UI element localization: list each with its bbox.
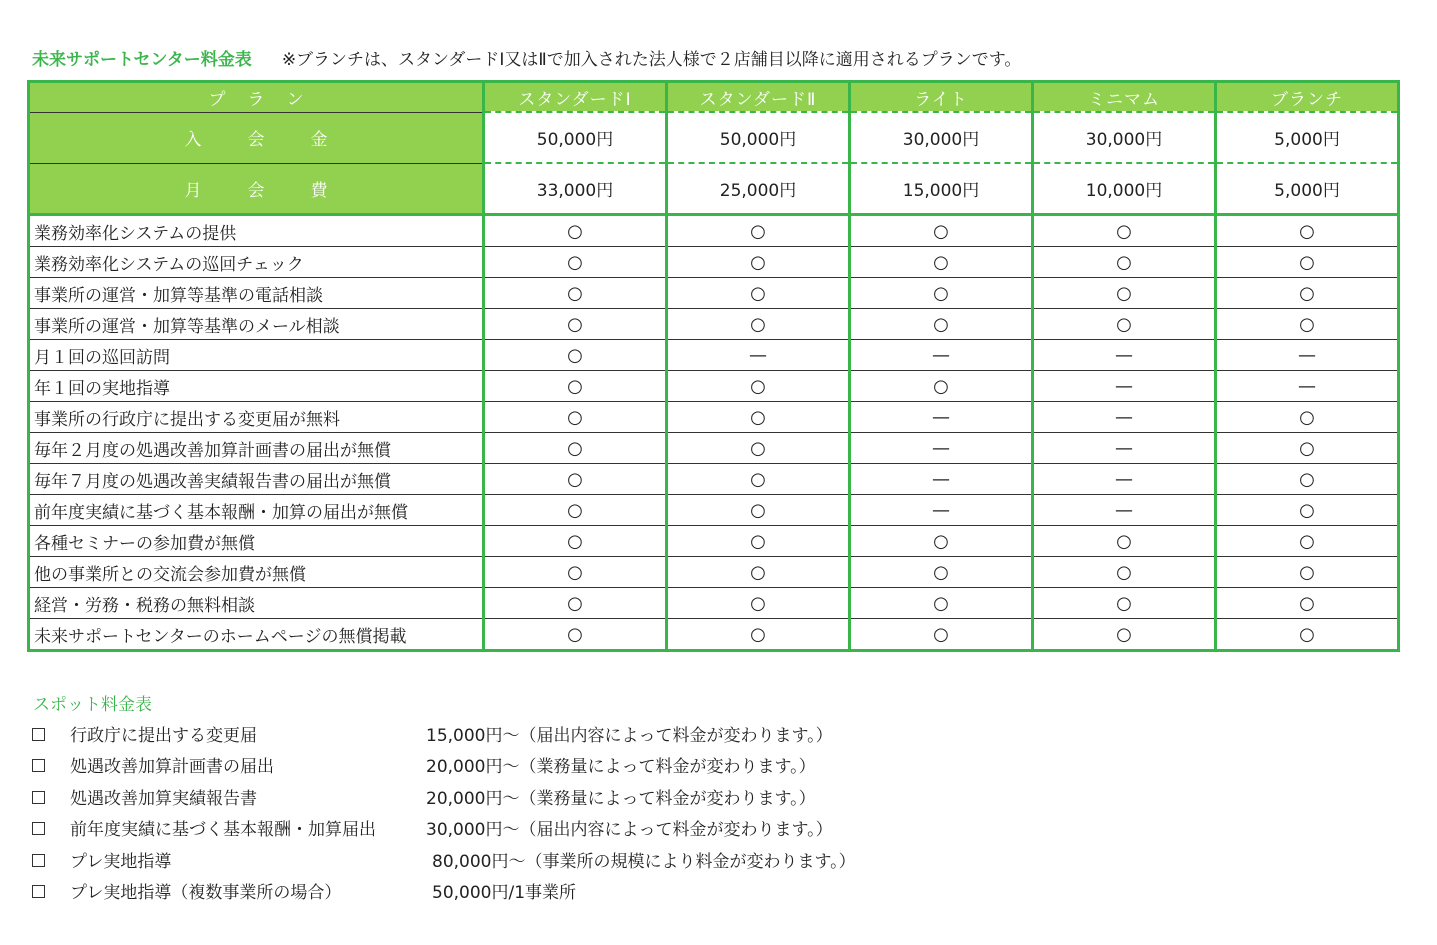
availability-mark: ○ — [484, 278, 667, 309]
feature-name: 月１回の巡回訪問 — [29, 340, 484, 371]
availability-mark: — — [1033, 402, 1216, 433]
availability-mark: — — [1033, 371, 1216, 402]
feature-name: 事業所の運営・加算等基準の電話相談 — [29, 278, 484, 309]
availability-mark: ○ — [484, 495, 667, 526]
admission-fee-value: 50,000円 — [667, 112, 850, 163]
spot-service-name: 処遇改善加算計画書の届出 — [70, 757, 274, 778]
availability-mark: ○ — [1033, 526, 1216, 557]
availability-mark: ○ — [1299, 623, 1315, 645]
availability-mark: ○ — [667, 278, 850, 309]
availability-mark: ○ — [1033, 247, 1216, 278]
availability-mark: ○ — [484, 371, 667, 402]
list-item — [32, 788, 932, 819]
availability-mark: ○ — [484, 464, 667, 495]
availability-mark: ○ — [484, 402, 667, 433]
table-row — [29, 215, 1399, 247]
availability-mark: ○ — [667, 464, 850, 495]
availability-mark: ○ — [484, 309, 667, 340]
branch-note: ※ブランチは、スタンダードⅠ又はⅡで加入された法人様で２店舗目以降に適用されるプランです。 — [281, 50, 1022, 70]
availability-mark: ○ — [1216, 495, 1399, 526]
spot-service-name: 前年度実績に基づく基本報酬・加算届出 — [70, 820, 376, 841]
admission-fee-label: 入会金 — [29, 112, 484, 163]
availability-mark: ○ — [484, 215, 667, 247]
availability-mark: ○ — [484, 526, 667, 557]
availability-mark: ○ — [1033, 215, 1216, 247]
availability-mark: ○ — [484, 340, 667, 371]
availability-mark: ○ — [667, 588, 850, 619]
plan-label: プラン — [29, 82, 484, 113]
availability-mark: ○ — [667, 215, 850, 247]
checkbox-square-icon — [32, 854, 45, 867]
availability-mark: — — [850, 495, 1033, 526]
availability-mark: — — [850, 464, 1033, 495]
list-item — [32, 819, 932, 850]
availability-mark: ○ — [1216, 464, 1399, 495]
availability-mark: ○ — [1033, 619, 1216, 651]
spot-service-price: 30,000円～（届出内容によって料金が変わります。） — [426, 820, 833, 841]
plan-name-light: ライト — [850, 82, 1033, 113]
checkbox-square-icon — [32, 728, 45, 741]
availability-mark: ○ — [667, 433, 850, 464]
admission-fee-value: 50,000円 — [484, 112, 667, 163]
availability-mark: — — [667, 340, 850, 371]
availability-mark: ○ — [850, 309, 1033, 340]
spot-service-price: 20,000円～（業務量によって料金が変わります。） — [426, 757, 816, 778]
monthly-fee-label: 月会費 — [29, 163, 484, 215]
list-item — [32, 851, 932, 882]
table-row — [29, 278, 1399, 309]
monthly-fee-value: 10,000円 — [1033, 163, 1216, 215]
availability-mark: ○ — [1216, 278, 1399, 309]
monthly-fee-row — [29, 163, 1399, 215]
admission-fee-value: 30,000円 — [1033, 112, 1216, 163]
monthly-fee-value: 15,000円 — [850, 163, 1033, 215]
availability-mark: — — [850, 402, 1033, 433]
feature-name: 未来サポートセンターのホームページの無償掲載 — [29, 619, 484, 651]
availability-mark: ○ — [850, 588, 1033, 619]
checkbox-square-icon — [32, 791, 45, 804]
availability-mark: ○ — [667, 247, 850, 278]
plan-name-standard2: スタンダードⅡ — [667, 82, 850, 113]
checkbox-square-icon — [32, 759, 45, 772]
admission-fee-row — [29, 112, 1399, 163]
list-item — [32, 882, 932, 913]
availability-mark: ○ — [850, 215, 1033, 247]
monthly-fee-value: 25,000円 — [667, 163, 850, 215]
availability-mark: ○ — [667, 309, 850, 340]
feature-name: 事業所の運営・加算等基準のメール相談 — [29, 309, 484, 340]
availability-mark: ○ — [667, 495, 850, 526]
spot-fee-title: スポット料金表 — [33, 695, 152, 715]
checkbox-square-icon — [32, 885, 45, 898]
feature-name: 他の事業所との交流会参加費が無償 — [29, 557, 484, 588]
table-row — [29, 495, 1399, 526]
availability-mark: ○ — [850, 557, 1033, 588]
feature-name: 各種セミナーの参加費が無償 — [29, 526, 484, 557]
availability-mark: ○ — [1033, 309, 1216, 340]
availability-mark: ○ — [1216, 433, 1399, 464]
availability-mark: — — [1216, 340, 1399, 371]
availability-mark: ○ — [667, 526, 850, 557]
feature-name: 経営・労務・税務の無料相談 — [29, 588, 484, 619]
plan-name-minimum: ミニマム — [1033, 82, 1216, 113]
monthly-fee-value: 5,000円 — [1216, 163, 1399, 215]
spot-fee-list — [32, 725, 932, 913]
availability-mark: — — [1033, 340, 1216, 371]
table-row — [29, 433, 1399, 464]
availability-mark: ○ — [1033, 278, 1216, 309]
plan-name-branch: ブランチ — [1216, 82, 1399, 113]
availability-mark: ○ — [1216, 557, 1399, 588]
availability-mark: ○ — [484, 588, 667, 619]
spot-service-name: プレ実地指導 — [70, 851, 172, 872]
page-title-line — [32, 49, 1021, 71]
availability-mark: ○ — [667, 619, 850, 651]
availability-mark: ○ — [1033, 588, 1216, 619]
spot-service-price: 80,000円～（事業所の規模により料金が変わります。） — [432, 851, 856, 872]
table-row — [29, 247, 1399, 278]
availability-mark: ○ — [484, 433, 667, 464]
availability-mark: — — [1033, 433, 1216, 464]
feature-name: 年１回の実地指導 — [29, 371, 484, 402]
admission-fee-value: 30,000円 — [850, 112, 1033, 163]
availability-mark: ○ — [484, 619, 667, 651]
feature-name: 業務効率化システムの巡回チェック — [29, 247, 484, 278]
availability-mark: ○ — [667, 557, 850, 588]
spot-service-name: プレ実地指導（複数事業所の場合） — [70, 882, 342, 903]
availability-mark: ○ — [850, 278, 1033, 309]
plan-fee-table — [27, 80, 1400, 652]
monthly-fee-value: 33,000円 — [484, 163, 667, 215]
spot-service-price: 15,000円～（届出内容によって料金が変わります。） — [426, 726, 833, 746]
checkbox-square-icon — [32, 822, 45, 835]
table-row — [29, 557, 1399, 588]
availability-mark: ○ — [1216, 526, 1399, 557]
availability-mark: ○ — [1033, 557, 1216, 588]
spot-service-name: 行政庁に提出する変更届 — [70, 726, 257, 746]
feature-name: 業務効率化システムの提供 — [29, 215, 484, 247]
feature-name: 事業所の行政庁に提出する変更届が無料 — [29, 402, 484, 433]
page-title: 未来サポートセンター料金表 — [32, 50, 252, 70]
spot-service-price: 50,000円/1事業所 — [432, 882, 577, 903]
availability-mark: ○ — [1216, 588, 1399, 619]
table-row — [29, 526, 1399, 557]
table-row — [29, 371, 1399, 402]
feature-name: 毎年２月度の処遇改善加算計画書の届出が無償 — [29, 433, 484, 464]
availability-mark: ○ — [667, 371, 850, 402]
table-row — [29, 340, 1399, 371]
table-row — [29, 588, 1399, 619]
admission-fee-value: 5,000円 — [1216, 112, 1399, 163]
availability-mark: ○ — [850, 371, 1033, 402]
table-row — [29, 619, 1399, 651]
availability-mark: ○ — [484, 557, 667, 588]
feature-name: 前年度実績に基づく基本報酬・加算の届出が無償 — [29, 495, 484, 526]
availability-mark: — — [1033, 464, 1216, 495]
plan-name-standard1: スタンダードⅠ — [484, 82, 667, 113]
feature-name: 毎年７月度の処遇改善実績報告書の届出が無償 — [29, 464, 484, 495]
availability-mark: ○ — [667, 402, 850, 433]
availability-mark: ○ — [850, 247, 1033, 278]
availability-mark: — — [850, 340, 1033, 371]
table-row — [29, 309, 1399, 340]
availability-mark: — — [1216, 371, 1399, 402]
availability-mark: ○ — [1216, 402, 1399, 433]
spot-service-price: 20,000円～（業務量によって料金が変わります。） — [426, 788, 816, 809]
availability-mark: ○ — [484, 247, 667, 278]
availability-mark: ○ — [1216, 309, 1399, 340]
table-row — [29, 464, 1399, 495]
list-item — [32, 725, 932, 756]
list-item — [32, 756, 932, 787]
availability-mark: ○ — [850, 526, 1033, 557]
availability-mark: ○ — [1216, 247, 1399, 278]
table-row — [29, 402, 1399, 433]
availability-mark: ○ — [1216, 215, 1399, 247]
plan-header-row — [29, 82, 1399, 113]
availability-mark: ○ — [850, 619, 1033, 651]
spot-service-name: 処遇改善加算実績報告書 — [70, 788, 257, 809]
availability-mark: — — [1033, 495, 1216, 526]
availability-mark: — — [850, 433, 1033, 464]
